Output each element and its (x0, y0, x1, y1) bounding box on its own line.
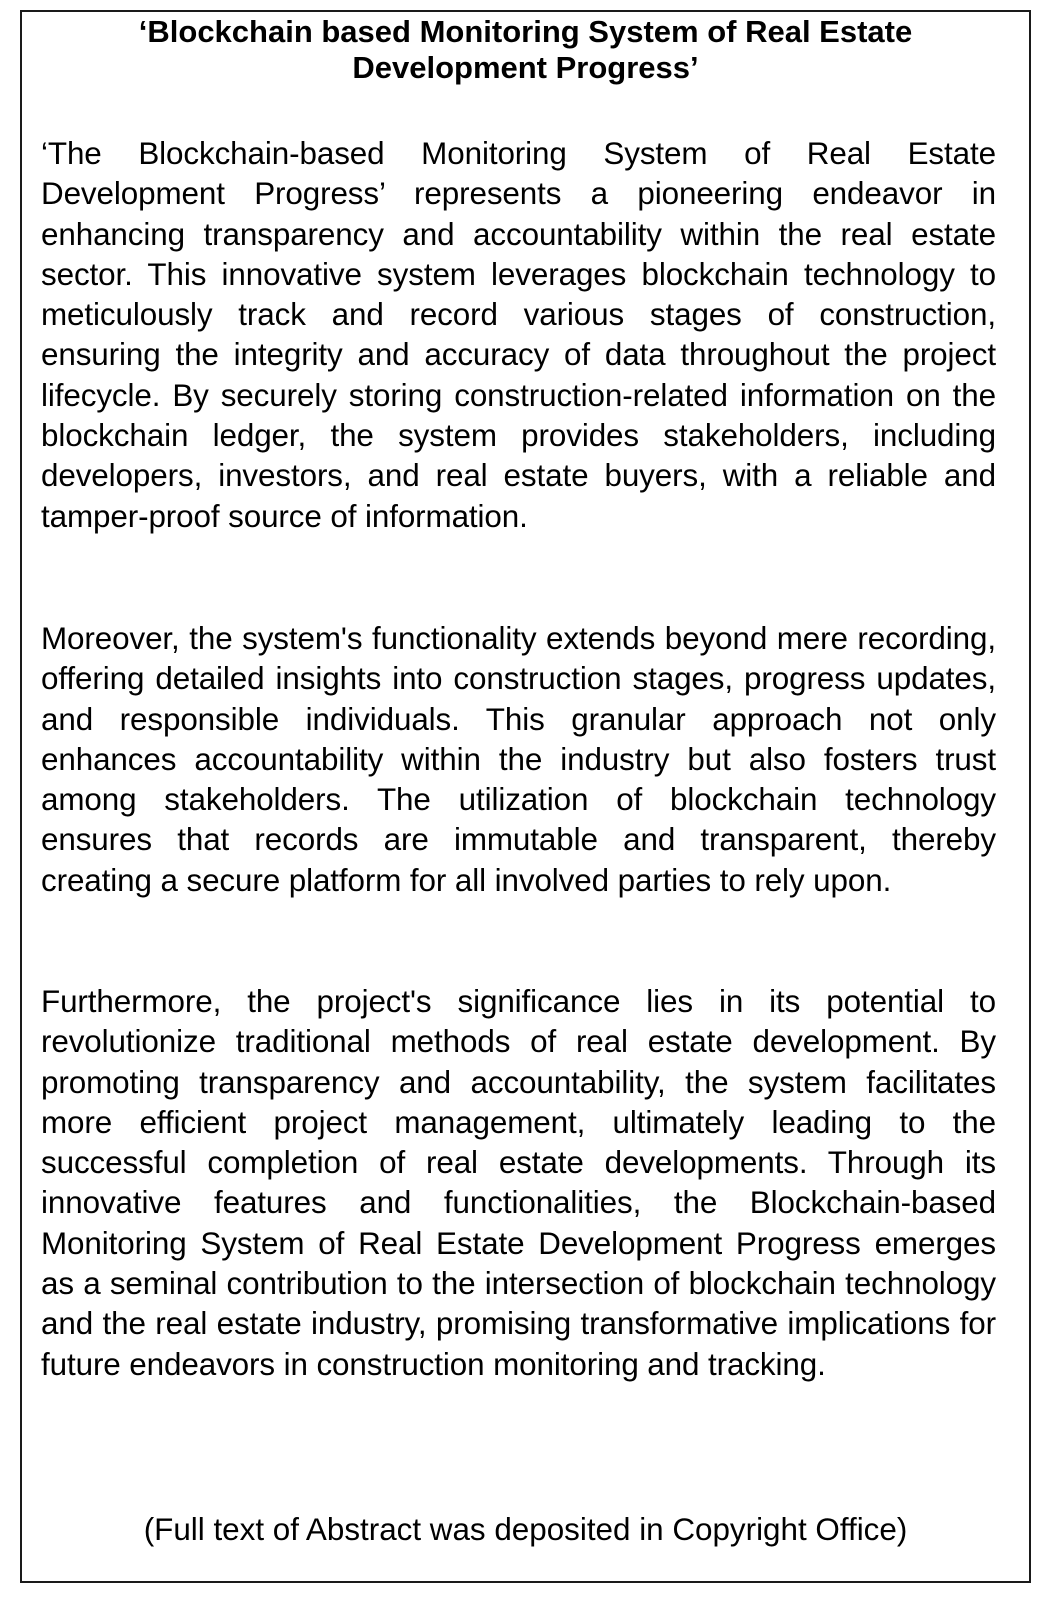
abstract-paragraph-1: ‘The Blockchain-based Monitoring System of Real Estate Development Progress’ represents a pioneering endeavor in enhancing transparency and accountability within the real estate sector. This innovative system leverages blockchain technology to meticulously track and record various stages of construction, ensuring the integrity and accuracy of data throughout the project lifecycle. By securely storing construction-related information on the blockchain ledger, the system provides stakeholders, including developers, investors, and real estate buyers, with a reliable and tamper-proof source of information. (41, 136, 996, 534)
abstract-paragraph-2: Moreover, the system's functionality extends beyond mere recording, offering detailed insights into construction stages, progress updates, and responsible individuals. This granular approach not only enhances accountability within the industry but also fosters trust among stakeholders. The utilization of blockchain technology ensures that records are immutable and transparent, thereby creating a secure platform for all involved parties to rely upon. (41, 621, 996, 898)
deposit-note: (Full text of Abstract was deposited in Copyright Office) (143, 1512, 908, 1547)
abstract-title: ‘Blockchain based Monitoring System of Real Estate Development Progress’ (138, 14, 913, 85)
abstract-paragraph-3: Furthermore, the project's significance lies in its potential to revolutionize traditional methods of real estate development. By promoting transparency and accountability, the system facilitates more efficient project management, ultimately leading to the successful completion of real estate developments. Through its innovative features and functionalities, the Blockchain-based Monitoring System of Real Estate Development Progress emerges as a seminal contribution to the intersection of blockchain technology and the real estate industry, promising transformative implications for future endeavors in construction monitoring and tracking. (41, 984, 996, 1382)
